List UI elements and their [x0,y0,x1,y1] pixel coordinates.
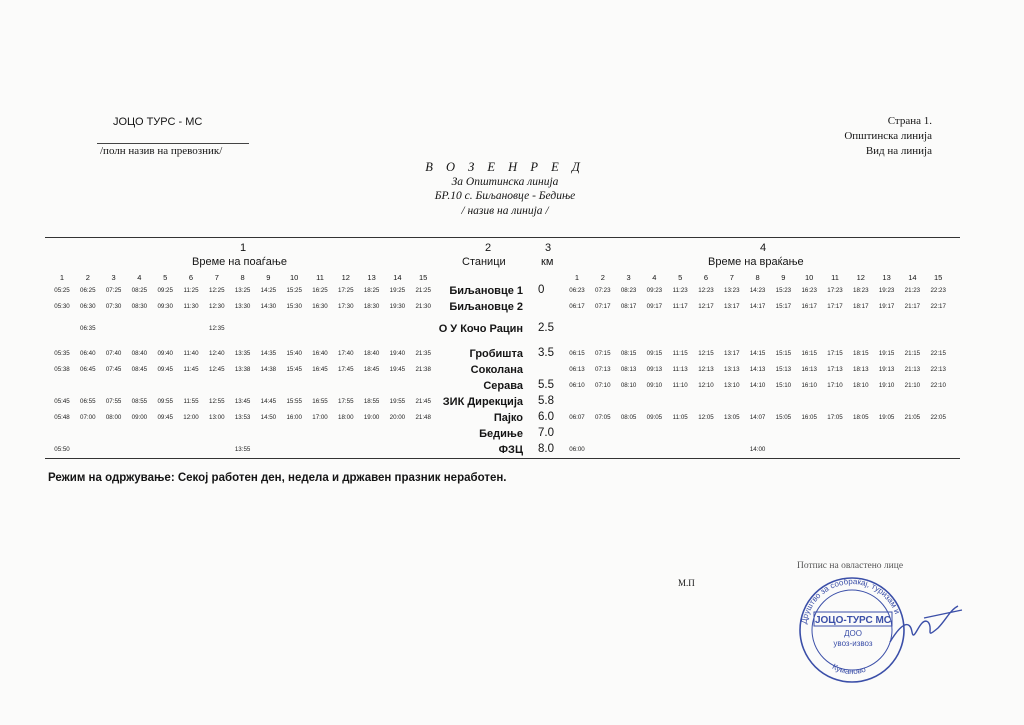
departure-time: 14:25 [260,287,277,294]
station-km: 5.8 [538,395,554,407]
return-time: 09:10 [646,382,663,389]
departure-time: 15:55 [286,398,302,405]
departure-time: 13:30 [234,303,251,310]
return-time: 15:17 [775,303,792,310]
departure-time: 19:45 [389,366,406,373]
return-column-number: 8 [755,273,760,282]
departure-time: 15:25 [286,287,302,294]
return-time: 15:10 [775,382,792,389]
departure-time: 21:30 [415,303,431,310]
return-column-number: 9 [781,273,786,282]
departure-time: 16:40 [312,350,328,357]
departure-time: 08:00 [105,414,122,421]
table-top-rule [45,237,960,238]
return-time: 07:10 [595,382,611,389]
departure-time: 16:45 [312,366,328,373]
station-name: Гробишта [469,348,523,360]
return-time: 19:10 [878,382,895,389]
departure-time: 17:30 [338,303,354,310]
departure-time: 12:55 [209,398,225,405]
departure-column-number: 4 [137,273,142,282]
departure-time: 09:40 [157,350,173,357]
return-time: 09:05 [646,414,663,421]
departure-column-number: 6 [188,273,194,282]
return-time: 16:13 [801,366,817,373]
departure-time: 06:45 [80,366,96,373]
return-time: 12:17 [698,303,714,310]
departure-time: 07:25 [105,287,122,294]
return-column-number: 12 [856,273,865,282]
return-time: 06:17 [569,303,585,310]
return-time: 19:13 [878,366,895,373]
return-time: 08:17 [620,303,637,310]
return-time: 08:05 [620,414,637,421]
return-column-number: 5 [678,273,683,282]
departure-time: 12:00 [183,414,199,421]
departure-time: 14:45 [260,398,277,405]
departure-time: 08:40 [131,350,148,357]
return-time: 13:13 [724,366,740,373]
departure-column-number: 15 [419,273,428,282]
return-time: 08:10 [620,382,637,389]
return-time: 17:23 [827,287,843,294]
return-time: 12:13 [698,366,714,373]
return-time: 21:15 [904,350,921,357]
return-time: 15:23 [775,287,792,294]
departure-time: 13:35 [234,350,251,357]
return-time: 12:10 [698,382,714,389]
departure-column-number: 13 [367,273,376,282]
page-number: Страна 1. [887,115,932,127]
departure-time: 16:55 [312,398,328,405]
departure-time: 07:40 [105,350,122,357]
departure-time: 18:25 [363,287,380,294]
return-time: 16:05 [801,414,817,421]
departure-time: 17:55 [338,398,354,405]
departure-time: 15:45 [286,366,302,373]
return-time: 19:17 [878,303,895,310]
carrier-underline [97,143,249,144]
departure-time: 13:38 [234,366,251,373]
station-name: О У Кочо Рацин [438,323,523,335]
departure-time: 05:25 [54,287,70,294]
station-km: 7.0 [538,427,554,439]
departure-time: 08:30 [131,303,148,310]
station-km: 3.5 [538,347,554,359]
return-time: 06:23 [569,287,585,294]
departure-time: 15:30 [286,303,302,310]
departure-time: 17:00 [312,414,328,421]
return-time: 15:15 [775,350,792,357]
departure-time: 07:30 [105,303,122,310]
return-column-number: 7 [729,273,734,282]
return-time: 17:15 [827,350,843,357]
column-number-2: 2 [485,242,492,254]
departure-time: 16:25 [312,287,328,294]
departure-time: 06:30 [80,303,96,310]
departure-column-number: 10 [290,273,299,282]
station-km: 8.0 [538,443,554,455]
return-time: 18:23 [853,287,869,294]
departure-time: 06:25 [80,287,96,294]
stations-header: Станици [462,256,506,268]
departure-time: 18:55 [363,398,380,405]
station-name: ЗИК Дирекција [442,396,523,408]
departure-column-number: 5 [163,273,168,282]
station-km: 5.5 [538,379,554,391]
departure-time: 19:55 [389,398,406,405]
return-header: Време на враќање [708,256,804,268]
departure-time: 05:48 [54,414,70,421]
column-number-1: 1 [240,242,247,254]
departure-time: 13:55 [234,446,251,453]
departure-time: 17:25 [338,287,354,294]
departure-time: 12:45 [209,366,225,373]
return-time: 12:23 [698,287,714,294]
station-name: ФЗЦ [498,444,523,456]
return-time: 19:23 [878,287,895,294]
return-time: 18:15 [853,350,869,357]
stamp-legal-form: ДОО [844,629,862,638]
return-time: 21:05 [904,414,921,421]
return-time: 13:17 [724,303,740,310]
return-time: 22:15 [930,350,946,357]
return-time: 14:10 [749,382,766,389]
departure-time: 11:40 [183,350,199,357]
departure-time: 08:45 [131,366,148,373]
stamp-ring-top: Друштво за сообраќај, туризам и [799,576,902,625]
return-column-number: 2 [600,273,605,282]
return-time: 14:00 [749,446,766,453]
return-time: 07:05 [595,414,611,421]
return-time: 12:15 [698,350,714,357]
departure-time: 18:40 [363,350,380,357]
departure-time: 09:30 [157,303,173,310]
return-time: 19:05 [878,414,895,421]
return-column-number: 15 [934,273,943,282]
departure-time: 09:00 [131,414,148,421]
departure-time: 19:00 [363,414,380,421]
return-time: 06:07 [569,414,585,421]
departure-time: 13:00 [209,414,225,421]
departure-time: 13:45 [234,398,251,405]
return-time: 13:10 [724,382,740,389]
return-time: 14:07 [749,414,766,421]
return-time: 06:00 [569,446,585,453]
departure-time: 12:25 [209,287,225,294]
authorized-signature-label: Потпис на овластено лице [797,561,904,571]
return-column-number: 4 [652,273,657,282]
operating-regime: Режим на одржување: Секој работен ден, недела и државен празник неработен. [48,472,507,484]
return-time: 12:05 [698,414,714,421]
departure-time: 21:38 [415,366,431,373]
departure-time: 09:55 [157,398,173,405]
departure-time: 09:25 [157,287,173,294]
return-time: 15:05 [775,414,792,421]
departure-time: 17:40 [338,350,354,357]
departure-column-number: 7 [214,273,219,282]
departure-time: 06:35 [80,325,96,332]
return-time: 11:17 [672,303,688,310]
return-time: 13:23 [724,287,740,294]
departure-time: 07:45 [105,366,122,373]
return-time: 13:05 [724,414,740,421]
return-time: 17:13 [827,366,843,373]
return-time: 07:17 [595,303,611,310]
return-time: 16:17 [801,303,817,310]
departure-time: 18:45 [363,366,380,373]
departure-time: 07:55 [105,398,122,405]
departure-time: 05:50 [54,446,70,453]
departure-time: 20:00 [389,414,406,421]
departure-column-number: 11 [316,273,324,282]
departure-time: 11:55 [183,398,199,405]
departure-column-number: 8 [240,273,245,282]
return-time: 21:17 [904,303,921,310]
return-time: 08:15 [620,350,637,357]
timetable-title-block [380,160,630,218]
return-time: 11:23 [672,287,688,294]
departure-time: 06:55 [80,398,96,405]
stamp-company-name: ЈОЦО-ТУРС МС [814,615,892,626]
departure-time: 12:35 [209,325,225,332]
return-time: 15:13 [775,366,792,373]
return-time: 14:13 [749,366,766,373]
seal-place-label: М.П [678,578,695,588]
return-time: 17:05 [827,414,843,421]
return-time: 09:15 [646,350,663,357]
departure-time: 21:45 [415,398,431,405]
return-column-number: 11 [831,273,839,282]
return-time: 07:13 [595,366,611,373]
return-column-number: 6 [703,273,709,282]
stamp-ring-bottom: Куманово [830,662,867,677]
return-time: 16:15 [801,350,817,357]
departure-column-number: 3 [111,273,116,282]
return-time: 14:17 [749,303,766,310]
departure-column-number: 1 [59,273,65,282]
departure-column-number: 9 [266,273,271,282]
departure-time: 12:30 [209,303,225,310]
svg-text:Куманово [831,662,868,676]
departure-column-number: 2 [85,273,90,282]
departure-header: Време на поаѓање [192,256,287,268]
departure-time: 05:38 [54,366,70,373]
departure-column-number: 14 [393,273,402,282]
departure-time: 19:25 [389,287,406,294]
departure-time: 16:00 [286,414,302,421]
return-column-number: 3 [626,273,631,282]
return-time: 07:15 [595,350,611,357]
station-name: Серава [483,380,523,392]
departure-time: 16:30 [312,303,328,310]
departure-column-number: 12 [341,273,350,282]
departure-time: 19:40 [389,350,406,357]
return-time: 11:13 [672,366,688,373]
departure-time: 21:25 [415,287,431,294]
return-time: 22:23 [930,287,946,294]
return-time: 21:10 [904,382,921,389]
departure-time: 14:35 [260,350,277,357]
return-time: 06:13 [569,366,585,373]
departure-time: 21:48 [415,414,431,421]
departure-time: 15:40 [286,350,302,357]
departure-time: 11:30 [183,303,199,310]
departure-time: 14:50 [260,414,277,421]
departure-time: 09:45 [157,414,173,421]
departure-time: 05:45 [54,398,70,405]
return-time: 18:13 [853,366,869,373]
departure-time: 06:40 [80,350,96,357]
departure-time: 21:35 [415,350,431,357]
return-column-number: 13 [882,273,891,282]
station-km: 2.5 [538,322,554,334]
return-time: 22:10 [930,382,946,389]
carrier-note: /полн назив на превозник/ [100,145,223,157]
return-time: 08:23 [620,287,637,294]
departure-time: 13:25 [234,287,251,294]
stamp-activity: увоз-извоз [833,639,873,648]
return-time: 16:23 [801,287,817,294]
return-time: 17:10 [827,382,843,389]
table-bottom-rule [45,458,960,459]
return-time: 18:05 [853,414,869,421]
return-time: 09:17 [646,303,663,310]
return-time: 14:23 [749,287,766,294]
return-time: 13:17 [724,350,740,357]
km-header: км [541,256,554,268]
column-number-4: 4 [760,242,767,254]
departure-time: 14:30 [260,303,277,310]
return-column-number: 14 [908,273,917,282]
return-time: 11:05 [672,414,688,421]
station-name: Биљановце 1 [449,285,523,297]
return-time: 08:13 [620,366,637,373]
return-column-number: 1 [574,273,580,282]
return-time: 22:17 [930,303,946,310]
departure-time: 11:45 [183,366,199,373]
departure-time: 05:35 [54,350,70,357]
departure-time: 12:40 [209,350,225,357]
station-km: 0 [538,284,545,296]
return-time: 22:05 [930,414,946,421]
return-time: 18:17 [853,303,869,310]
line-kind-label: Вид на линија [865,145,932,157]
company-stamp [792,570,982,690]
line-name: БР.10 с. Биљановце - Бедиње [434,190,576,202]
return-time: 06:15 [569,350,585,357]
departure-time: 05:30 [54,303,70,310]
departure-time: 08:55 [131,398,148,405]
return-time: 21:13 [904,366,921,373]
return-column-number: 10 [805,273,814,282]
return-time: 11:15 [672,350,688,357]
station-name: Пајко [493,412,523,424]
return-time: 17:17 [827,303,843,310]
departure-time: 13:53 [234,414,251,421]
line-type: Општинска линија [844,130,932,142]
departure-time: 18:30 [363,303,380,310]
return-time: 07:23 [595,287,611,294]
station-km: 6.0 [538,411,554,423]
column-number-3: 3 [545,242,552,254]
departure-time: 19:30 [389,303,406,310]
departure-time: 08:25 [131,287,148,294]
station-name: Бедиње [479,428,523,440]
return-time: 14:15 [749,350,766,357]
return-time: 19:15 [878,350,895,357]
departure-time: 17:45 [338,366,354,373]
carrier-name: ЈОЦО ТУРС - МС [113,116,203,128]
return-time: 16:10 [801,382,817,389]
departure-time: 09:45 [157,366,173,373]
return-time: 21:23 [904,287,921,294]
return-time: 09:13 [646,366,663,373]
line-name-note: / назив на линија / [461,204,549,217]
departure-time: 11:25 [183,287,199,294]
departure-time: 07:00 [80,414,96,421]
return-time: 18:10 [853,382,869,389]
station-name: Соколана [470,364,523,376]
return-time: 06:10 [569,382,585,389]
return-time: 22:13 [930,366,946,373]
departure-time: 18:00 [338,414,354,421]
timetable-title: В О З Е Н Р Е Д [425,160,585,174]
return-time: 09:23 [646,287,663,294]
station-name: Биљановце 2 [449,301,523,313]
timetable-subtitle: За Општинска линија [451,175,559,188]
return-time: 11:10 [672,382,688,389]
departure-time: 14:38 [260,366,277,373]
